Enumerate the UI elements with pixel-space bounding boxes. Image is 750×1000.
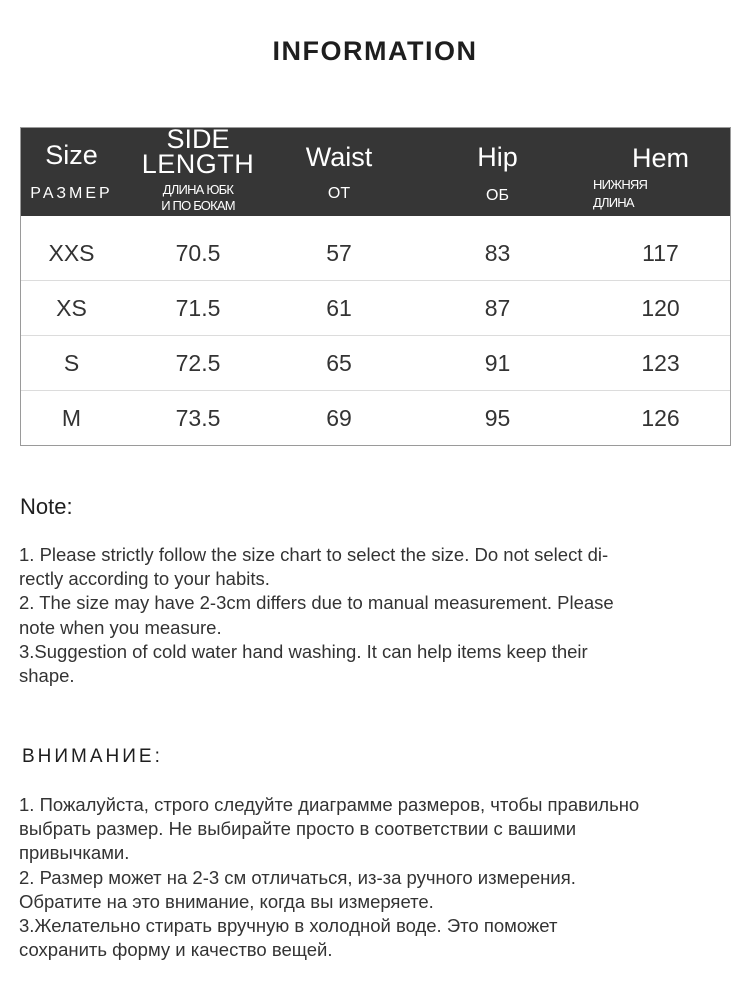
table-row xyxy=(21,335,730,390)
header-hem xyxy=(591,128,730,216)
header-side-length-sub2: И ПО БОКАМ xyxy=(161,198,235,213)
cell-hip: 83 xyxy=(484,239,511,266)
note-line: rectly according to your habits. xyxy=(19,568,270,590)
cell-hip: 91 xyxy=(484,349,511,376)
cell-waist: 61 xyxy=(326,294,352,321)
header-size xyxy=(21,128,122,216)
header-hem-sub1: НИЖНЯЯ xyxy=(593,177,648,192)
header-side-length-sub1: ДЛИНА ЮБК xyxy=(162,182,234,197)
header-waist xyxy=(274,128,404,216)
table-row xyxy=(21,390,730,445)
cell-hip: 87 xyxy=(484,294,511,321)
note-line: 1. Please strictly follow the size chart to select the size. Do not select di- xyxy=(19,544,609,565)
header-hem-sub2: ДЛИНА xyxy=(593,195,634,210)
note-line: привычками. xyxy=(19,842,130,864)
note-line: Обратите на это внимание, когда вы измеряете. xyxy=(19,890,434,912)
note-heading: Note: xyxy=(20,494,73,519)
header-side-length-line2: LENGTH xyxy=(141,149,255,179)
note-line: 3.Suggestion of cold water hand washing. It can help items keep their xyxy=(19,640,588,662)
note-paragraph-ru xyxy=(19,793,719,962)
note-line: сохранить форму и качество вещей. xyxy=(19,939,333,961)
cell-hem: 117 xyxy=(642,239,679,266)
header-hem-label: Hem xyxy=(631,143,689,173)
cell-waist: 69 xyxy=(326,404,352,431)
size-chart-table xyxy=(20,124,731,446)
note-line: 1. Пожалуйста, строго следуйте диаграмме размеров, чтобы правильно xyxy=(19,794,640,815)
cell-size: S xyxy=(63,349,80,376)
note-line: 3.Желательно стирать вручную в холодной воде. Это поможет xyxy=(19,915,558,937)
header-hip-sub: ОБ xyxy=(486,187,509,204)
cell-size: XS xyxy=(56,294,87,321)
note-line: shape. xyxy=(19,665,75,687)
header-side-length xyxy=(122,124,274,216)
table-row xyxy=(21,226,730,280)
cell-waist: 65 xyxy=(326,349,352,376)
header-waist-sub: ОТ xyxy=(327,185,351,202)
cell-hip: 95 xyxy=(484,404,511,431)
header-size-sub: РАЗМЕР xyxy=(30,185,113,202)
table-row xyxy=(21,280,730,335)
cell-size: M xyxy=(61,404,82,431)
cell-side-length: 73.5 xyxy=(175,404,221,431)
note-line: 2. Размер может на 2-3 см отличаться, из-за ручного измерения. xyxy=(19,866,576,888)
table-header xyxy=(21,124,730,216)
header-side-length-line1: SIDE xyxy=(166,124,230,154)
header-hip-label: Hip xyxy=(477,142,518,172)
note-line: note when you measure. xyxy=(19,616,222,638)
table-body xyxy=(21,216,730,445)
page-title: INFORMATION xyxy=(272,36,478,66)
note-line: 2. The size may have 2-3cm differs due to manual measurement. Please xyxy=(19,592,614,614)
cell-side-length: 72.5 xyxy=(175,349,221,376)
note-paragraph-en xyxy=(19,543,719,688)
cell-size: XXS xyxy=(48,239,95,266)
header-waist-label: Waist xyxy=(305,142,373,172)
header-size-label: Size xyxy=(45,140,98,170)
note-line: выбрать размер. Не выбирайте просто в соответствии с вашими xyxy=(19,818,577,840)
cell-waist: 57 xyxy=(326,239,352,266)
cell-hem: 123 xyxy=(641,349,680,376)
header-hip xyxy=(404,128,591,216)
cell-hem: 126 xyxy=(641,404,680,431)
cell-hem: 120 xyxy=(641,294,680,321)
warning-heading: ВНИМАНИЕ: xyxy=(22,746,163,767)
cell-side-length: 70.5 xyxy=(175,239,221,266)
cell-side-length: 71.5 xyxy=(175,294,221,321)
